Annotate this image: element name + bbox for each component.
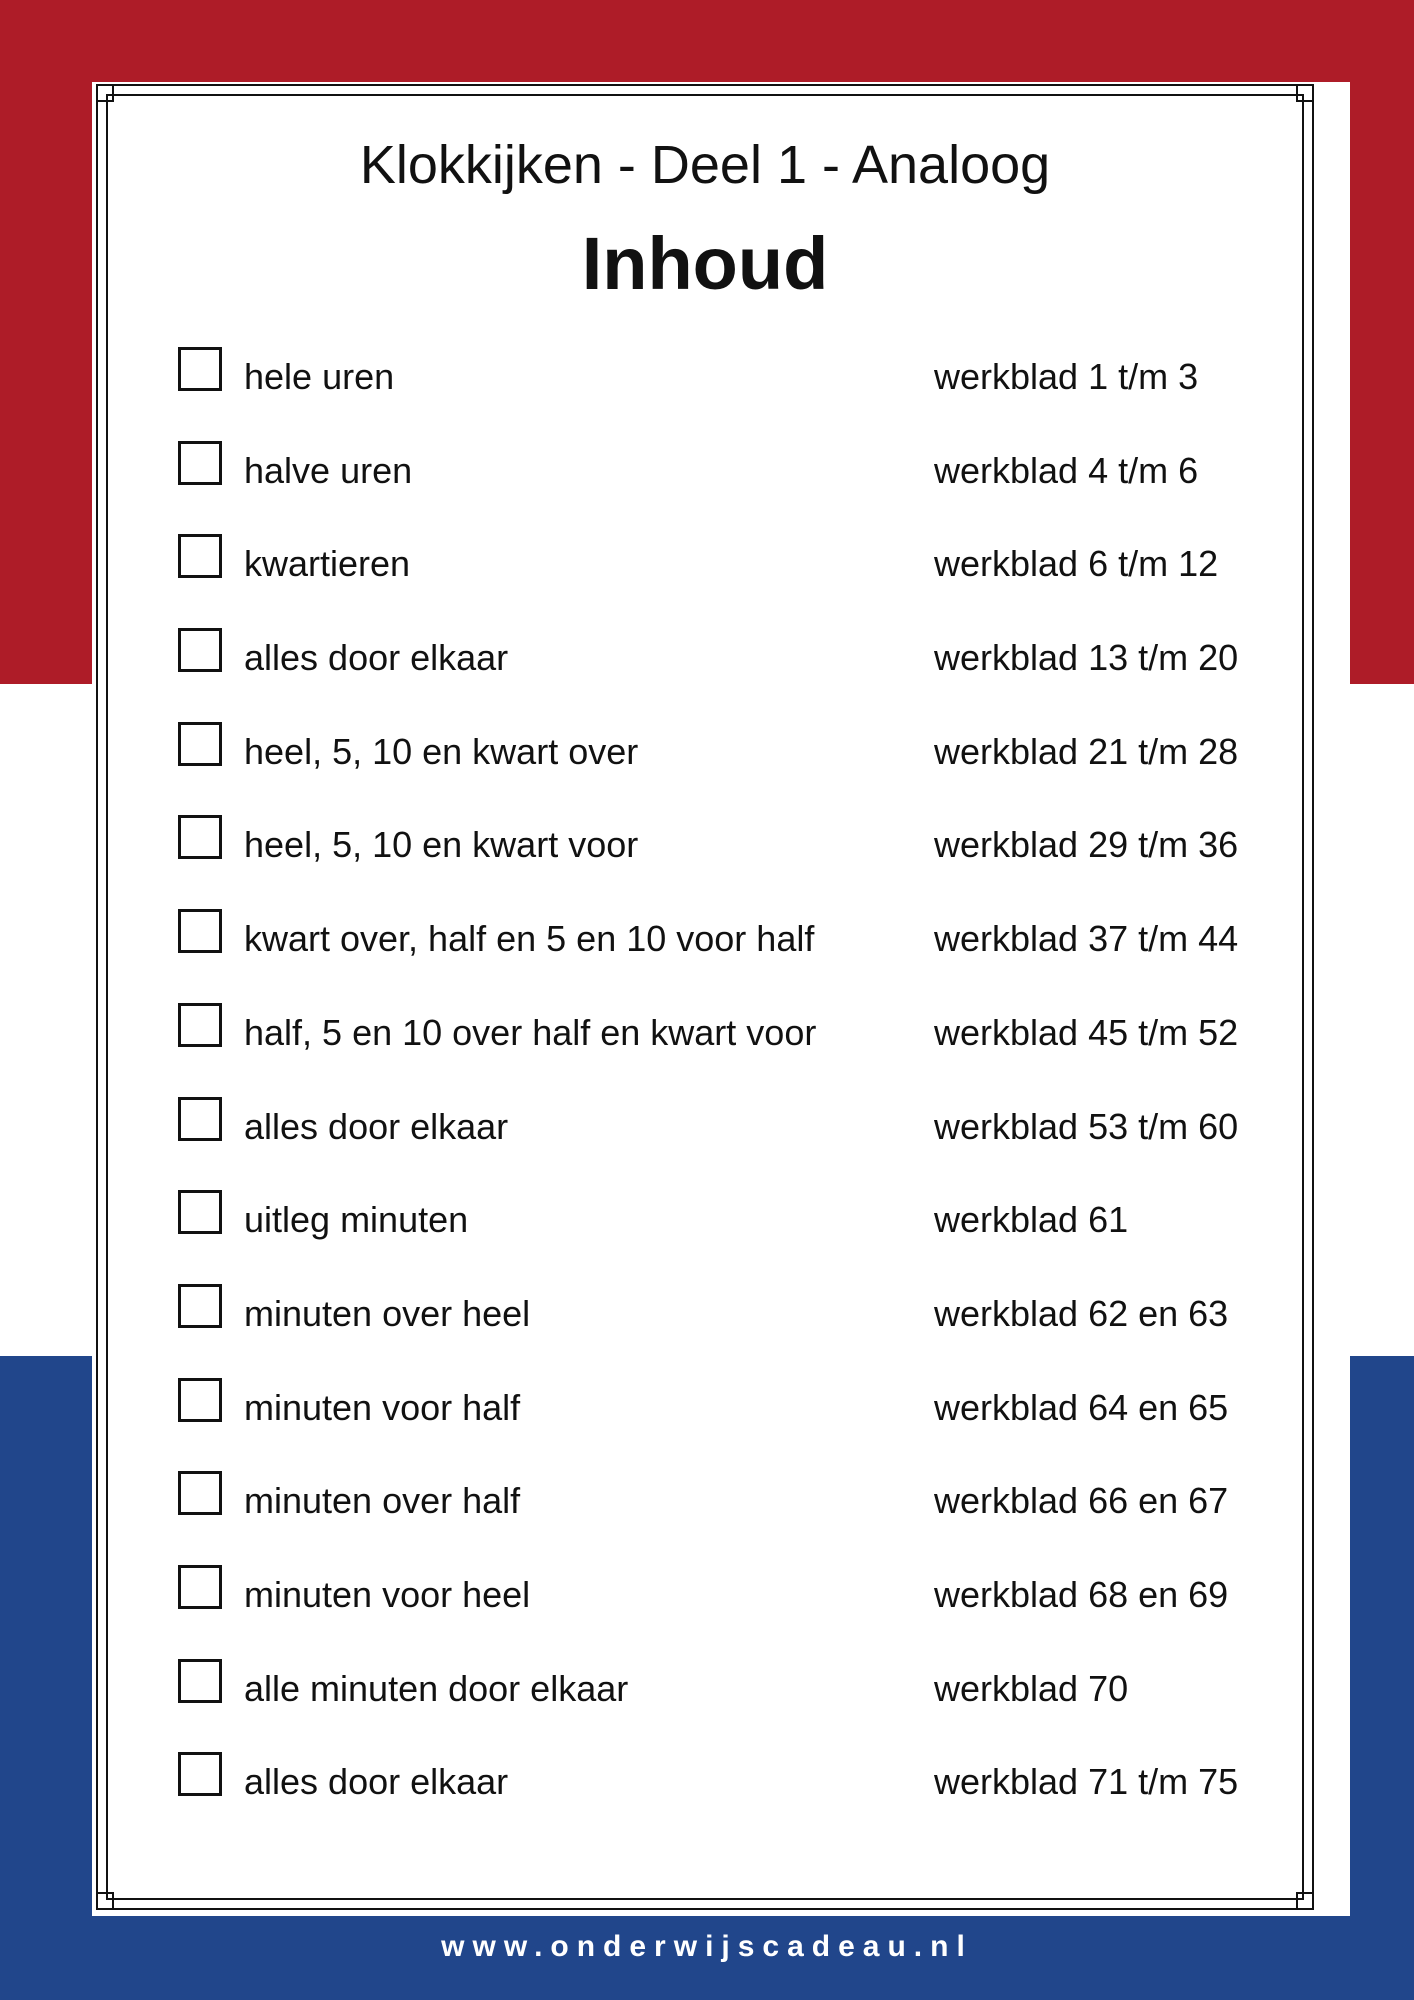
toc-worksheets: werkblad 66 en 67 bbox=[934, 1480, 1229, 1522]
toc-row bbox=[178, 1094, 1278, 1188]
toc-row bbox=[178, 1468, 1278, 1562]
toc-worksheets: werkblad 70 bbox=[934, 1667, 1129, 1709]
toc-topic: halve uren bbox=[244, 449, 413, 491]
checkbox[interactable] bbox=[178, 1378, 222, 1422]
toc-topic: kwartieren bbox=[244, 543, 411, 585]
toc-topic: minuten over half bbox=[244, 1480, 521, 1522]
toc-worksheets: werkblad 13 t/m 20 bbox=[934, 637, 1239, 679]
toc-worksheets: werkblad 64 en 65 bbox=[934, 1386, 1229, 1428]
toc-row bbox=[178, 906, 1278, 1000]
frame-corner-bottom-left bbox=[96, 1892, 114, 1910]
table-of-contents bbox=[178, 344, 1278, 1843]
toc-topic: kwart over, half en 5 en 10 voor half bbox=[244, 918, 815, 960]
toc-topic: alle minuten door elkaar bbox=[244, 1667, 629, 1709]
toc-row bbox=[178, 344, 1278, 438]
toc-worksheets: werkblad 71 t/m 75 bbox=[934, 1761, 1239, 1803]
checkbox[interactable] bbox=[178, 1752, 222, 1796]
checkbox[interactable] bbox=[178, 1565, 222, 1609]
checkbox[interactable] bbox=[178, 1284, 222, 1328]
checkbox[interactable] bbox=[178, 1190, 222, 1234]
checkbox[interactable] bbox=[178, 347, 222, 391]
toc-row bbox=[178, 812, 1278, 906]
toc-topic: uitleg minuten bbox=[244, 1199, 469, 1241]
toc-worksheets: werkblad 45 t/m 52 bbox=[934, 1011, 1239, 1053]
toc-topic: alles door elkaar bbox=[244, 1105, 509, 1147]
page-title: Inhoud bbox=[581, 222, 829, 305]
toc-row bbox=[178, 1656, 1278, 1750]
toc-topic: minuten voor heel bbox=[244, 1573, 531, 1615]
checkbox[interactable] bbox=[178, 722, 222, 766]
toc-row bbox=[178, 1281, 1278, 1375]
toc-worksheets: werkblad 37 t/m 44 bbox=[934, 918, 1239, 960]
toc-worksheets: werkblad 1 t/m 3 bbox=[934, 356, 1199, 397]
toc-worksheets: werkblad 68 en 69 bbox=[934, 1573, 1229, 1615]
toc-row bbox=[178, 1000, 1278, 1094]
frame-corner-bottom-right bbox=[1296, 1892, 1314, 1910]
toc-topic: minuten over heel bbox=[244, 1292, 531, 1334]
footer-website: www.onderwijscadeau.nl bbox=[441, 1930, 973, 1963]
page-subtitle: Klokkijken - Deel 1 - Analoog bbox=[359, 135, 1051, 195]
toc-topic: alles door elkaar bbox=[244, 637, 509, 679]
toc-worksheets: werkblad 21 t/m 28 bbox=[934, 730, 1239, 772]
checkbox[interactable] bbox=[178, 909, 222, 953]
toc-row bbox=[178, 1749, 1278, 1843]
toc-worksheets: werkblad 53 t/m 60 bbox=[934, 1105, 1239, 1147]
toc-topic: half, 5 en 10 over half en kwart voor bbox=[244, 1011, 817, 1053]
toc-topic: heel, 5, 10 en kwart over bbox=[244, 730, 639, 772]
toc-row bbox=[178, 1562, 1278, 1656]
checkbox[interactable] bbox=[178, 1659, 222, 1703]
toc-worksheets: werkblad 61 bbox=[934, 1199, 1129, 1241]
toc-worksheets: werkblad 29 t/m 36 bbox=[934, 824, 1239, 866]
frame-corner-top-right bbox=[1296, 84, 1314, 102]
page-header bbox=[106, 130, 1304, 314]
checkbox[interactable] bbox=[178, 1003, 222, 1047]
toc-row bbox=[178, 625, 1278, 719]
checkbox[interactable] bbox=[178, 534, 222, 578]
toc-row bbox=[178, 531, 1278, 625]
checkbox[interactable] bbox=[178, 815, 222, 859]
toc-worksheets: werkblad 6 t/m 12 bbox=[934, 543, 1219, 585]
toc-worksheets: werkblad 4 t/m 6 bbox=[934, 449, 1199, 491]
frame-corner-top-left bbox=[96, 84, 114, 102]
checkbox[interactable] bbox=[178, 441, 222, 485]
toc-topic: minuten voor half bbox=[244, 1386, 521, 1428]
checkbox[interactable] bbox=[178, 1471, 222, 1515]
toc-row bbox=[178, 719, 1278, 813]
toc-topic: heel, 5, 10 en kwart voor bbox=[244, 824, 639, 866]
toc-row bbox=[178, 438, 1278, 532]
toc-topic: alles door elkaar bbox=[244, 1761, 509, 1803]
toc-row bbox=[178, 1187, 1278, 1281]
toc-topic: hele uren bbox=[244, 356, 395, 397]
checkbox[interactable] bbox=[178, 628, 222, 672]
toc-row bbox=[178, 1375, 1278, 1469]
checkbox[interactable] bbox=[178, 1097, 222, 1141]
toc-worksheets: werkblad 62 en 63 bbox=[934, 1292, 1229, 1334]
